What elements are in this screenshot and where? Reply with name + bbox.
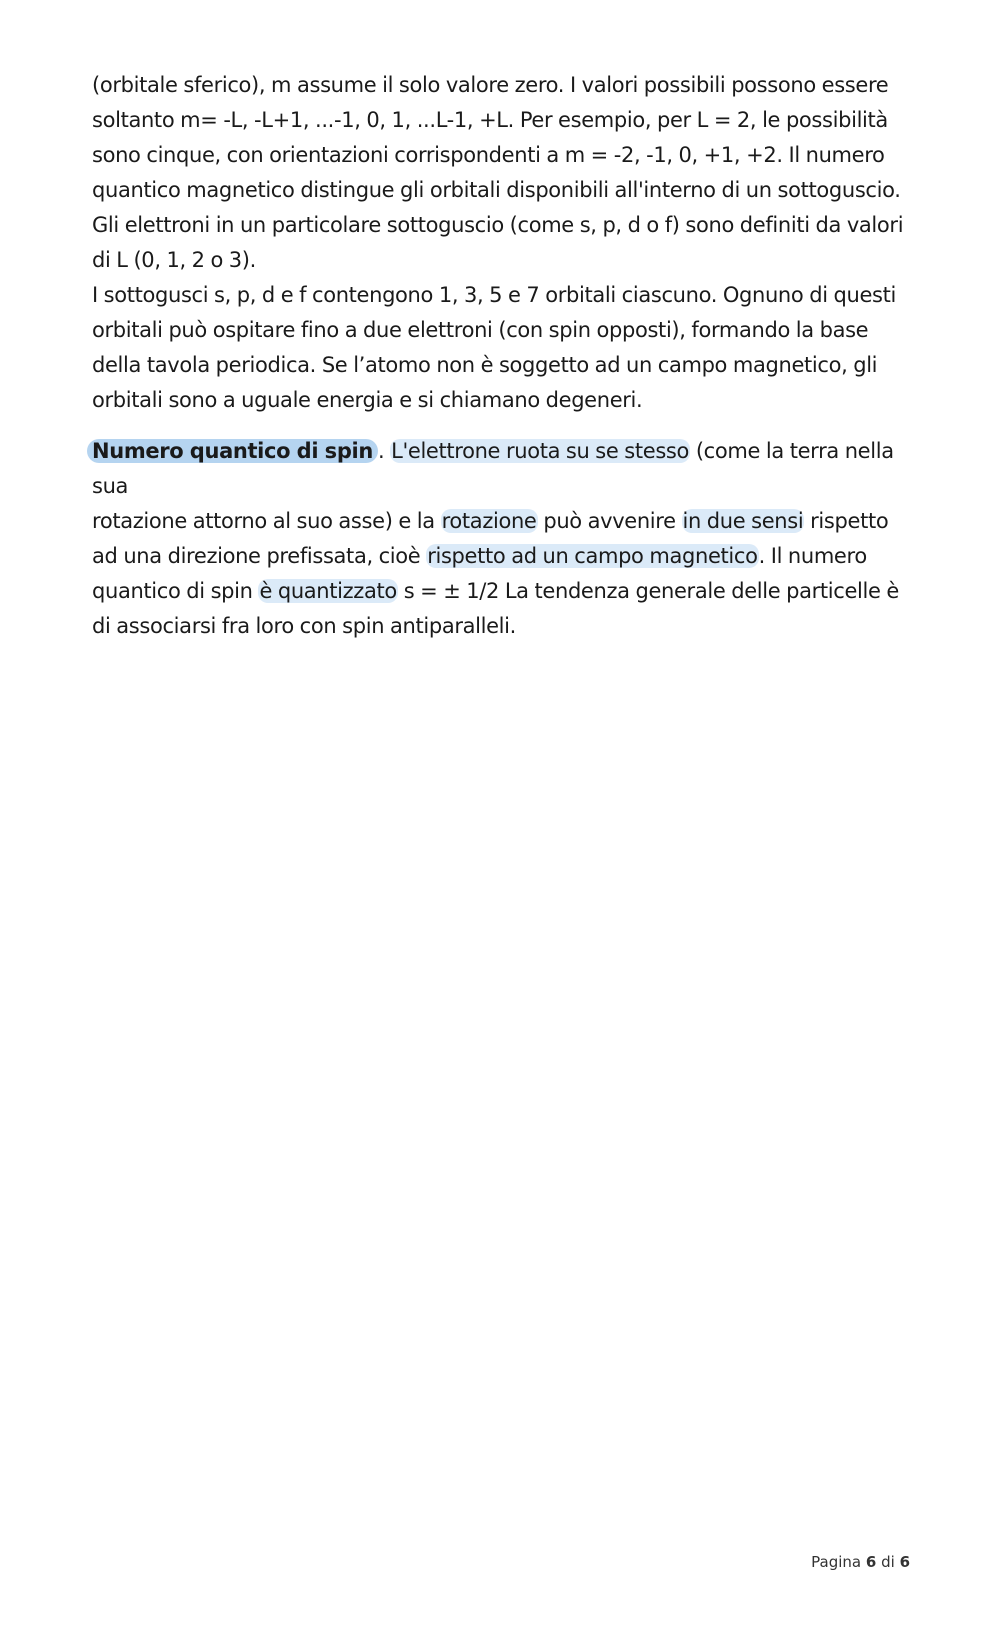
text-line: I sottogusci s, p, d e f contengono 1, 3, 5 e 7 orbitali ciascuno. Ognuno di questi: [92, 283, 896, 307]
text-fragment: rispetto: [804, 509, 889, 533]
text-fragment: . Il numero: [758, 544, 867, 568]
page-footer: [811, 1553, 910, 1571]
text-line: orbitali sono a uguale energia e si chiamano degeneri.: [92, 388, 643, 412]
text-fragment: quantico di spin: [92, 579, 259, 603]
page-number-prefix: Pagina: [811, 1553, 866, 1571]
text-line: quantico magnetico distingue gli orbitali disponibili all'interno di un sottoguscio.: [92, 178, 901, 202]
text-line: Gli elettroni in un particolare sottoguscio (come s, p, d o f) sono definiti da valori: [92, 213, 904, 237]
text-fragment: s = ± 1/2 La tendenza generale delle particelle è: [397, 579, 899, 603]
highlighted-text: in due sensi: [682, 509, 804, 533]
text-fragment: può avvenire: [537, 509, 682, 533]
page-number-separator: di: [876, 1553, 900, 1571]
text-line: di L (0, 1, 2 o 3).: [92, 248, 256, 272]
total-page-number: 6: [899, 1553, 910, 1571]
text-line: di associarsi fra loro con spin antiparalleli.: [92, 614, 516, 638]
highlighted-text: è quantizzato: [259, 579, 397, 603]
section-heading: Numero quantico di spin: [87, 439, 378, 463]
text-fragment: ad una direzione prefissata, cioè: [92, 544, 427, 568]
text-line: orbitali può ospitare fino a due elettroni (con spin opposti), formando la base: [92, 318, 869, 342]
text-line: sono cinque, con orientazioni corrispondenti a m = -2, -1, 0, +1, +2. Il numero: [92, 143, 885, 167]
paragraph-magnetic-quantum-number: [92, 68, 922, 418]
text-fragment: rotazione attorno al suo asse) e la: [92, 509, 441, 533]
highlighted-text: L'elettrone ruota su se stesso: [391, 439, 690, 463]
text-line: (orbitale sferico), m assume il solo valore zero. I valori possibili possono essere: [92, 73, 889, 97]
text-fragment: .: [377, 439, 391, 463]
text-line: soltanto m= -L, -L+1, ...-1, 0, 1, ...L-1, +L. Per esempio, per L = 2, le possibilità: [92, 108, 888, 132]
paragraph-spin-quantum-number: [92, 434, 922, 644]
highlighted-text: rispetto ad un campo magnetico: [427, 544, 758, 568]
document-page: [92, 68, 922, 644]
text-fragment: (come la terra nella sua: [92, 439, 894, 498]
highlighted-text: rotazione: [441, 509, 537, 533]
current-page-number: 6: [865, 1553, 877, 1571]
text-line: della tavola periodica. Se l’atomo non è soggetto ad un campo magnetico, gli: [92, 353, 878, 377]
